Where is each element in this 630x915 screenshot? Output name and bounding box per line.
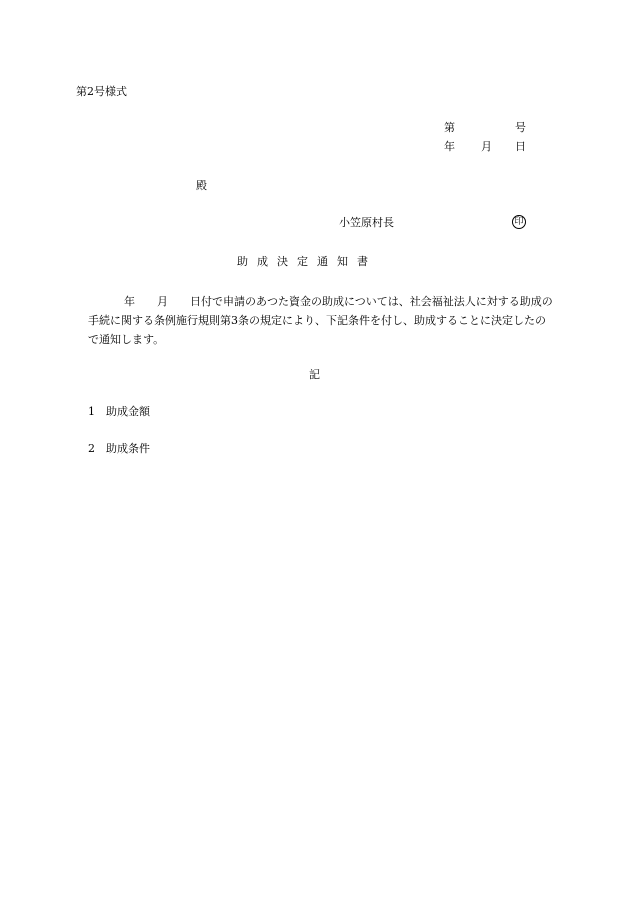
document-number-prefix: 第 [444, 121, 455, 134]
item-label: 助成条件 [106, 442, 150, 455]
item-label: 助成金額 [106, 405, 150, 418]
item-number: 1 [88, 405, 95, 418]
body-paragraph: 年 月 日付で申請のあつた資金の助成については、社会福祉法人に対する助成の手続に関する条例施行規則第3条の規定により、下記条件を付し、助成することに決定したので通知します。 [88, 295, 553, 346]
date-day: 日 [515, 140, 526, 153]
ki-heading: 記 [309, 368, 320, 381]
document-number-suffix: 号 [515, 121, 526, 134]
seal-icon: 印 [512, 215, 526, 229]
date-year: 年 [444, 140, 455, 153]
list-item [88, 406, 150, 417]
list-item [88, 443, 150, 454]
sender-name: 小笠原村長 [339, 216, 394, 229]
date-month: 月 [481, 140, 492, 153]
item-number: 2 [88, 442, 95, 455]
form-number: 第2号様式 [76, 85, 127, 98]
document-title: 助成決定通知書 [237, 255, 377, 268]
addressee-honorific: 殿 [196, 179, 207, 192]
